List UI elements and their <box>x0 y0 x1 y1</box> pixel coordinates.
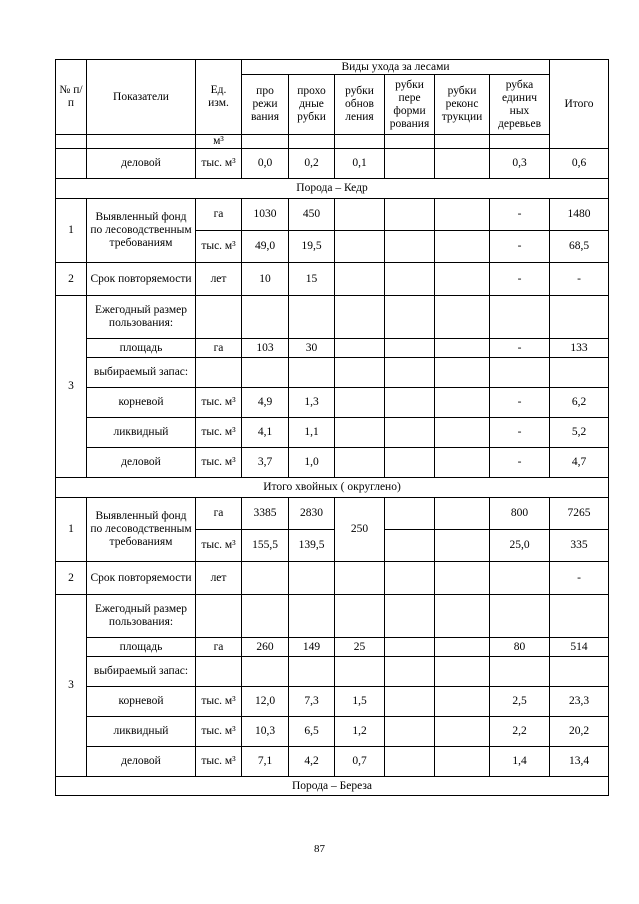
table-row: площадь га 260 149 25 80 514 <box>56 638 609 657</box>
table-row: площадь га 103 30 - 133 <box>56 339 609 358</box>
label-business: деловой <box>87 149 196 179</box>
header-col1: про режи вания <box>242 75 289 135</box>
header-num: № п/п <box>56 60 87 135</box>
table-row: тыс. м³ 49,0 19,5 - 68,5 <box>56 231 609 263</box>
page-number: 87 <box>314 843 325 855</box>
header-col4: рубки пере форми рования <box>385 75 435 135</box>
label-fund: Выявленный фонд по лесоводственным требованиям <box>87 199 196 263</box>
header-group: Виды ухода за лесами <box>242 60 550 75</box>
label-period: Срок повторяемости <box>87 263 196 296</box>
table-row: 2 Срок повторяемости лет - <box>56 562 609 595</box>
table-row: деловой тыс. м³ 0,0 0,2 0,1 0,3 0,6 <box>56 149 609 179</box>
section-title-conifer: Итого хвойных ( округлено) <box>56 478 609 498</box>
table-row: корневой тыс. м³ 12,0 7,3 1,5 2,5 23,3 <box>56 687 609 717</box>
table-row: 1 Выявленный фонд по лесоводственным требованиям га 3385 2830 250 800 7265 <box>56 498 609 530</box>
table-row: 3 Ежегодный размер пользования: <box>56 595 609 638</box>
header-indicator: Показатели <box>87 60 196 135</box>
table-row: 3 Ежегодный размер пользования: <box>56 296 609 339</box>
header-col6: рубка единич ных деревьев <box>490 75 550 135</box>
table-row: деловой тыс. м³ 3,7 1,0 - 4,7 <box>56 448 609 478</box>
label-annual: Ежегодный размер пользования: <box>87 296 196 339</box>
table-row: 1 Выявленный фонд по лесоводственным требованиям га 1030 450 - 1480 <box>56 199 609 231</box>
table-row: ликвидный тыс. м³ 4,1 1,1 - 5,2 <box>56 418 609 448</box>
unit: тыс. м³ <box>196 149 242 179</box>
table-row: 2 Срок повторяемости лет 10 15 - - <box>56 263 609 296</box>
unit-m3-continued: м³ <box>196 135 242 149</box>
section-title-kedr: Порода – Кедр <box>56 179 609 199</box>
table-row: тыс. м³ 155,5 139,5 25,0 335 <box>56 530 609 562</box>
header-unit: Ед. изм. <box>196 60 242 135</box>
header-col3: рубки обнов ления <box>335 75 385 135</box>
table-row: выбираемый запас: <box>56 358 609 388</box>
table-row: деловой тыс. м³ 7,1 4,2 0,7 1,4 13,4 <box>56 747 609 777</box>
table-row: корневой тыс. м³ 4,9 1,3 - 6,2 <box>56 388 609 418</box>
header-total: Итого <box>550 60 609 149</box>
forest-care-table <box>55 59 609 796</box>
table-row: ликвидный тыс. м³ 10,3 6,5 1,2 2,2 20,2 <box>56 717 609 747</box>
header-col5: рубки реконс трукции <box>435 75 490 135</box>
header-col2: прохо дные рубки <box>289 75 335 135</box>
table-row: выбираемый запас: <box>56 657 609 687</box>
section-title-birch: Порода – Береза <box>56 777 609 796</box>
